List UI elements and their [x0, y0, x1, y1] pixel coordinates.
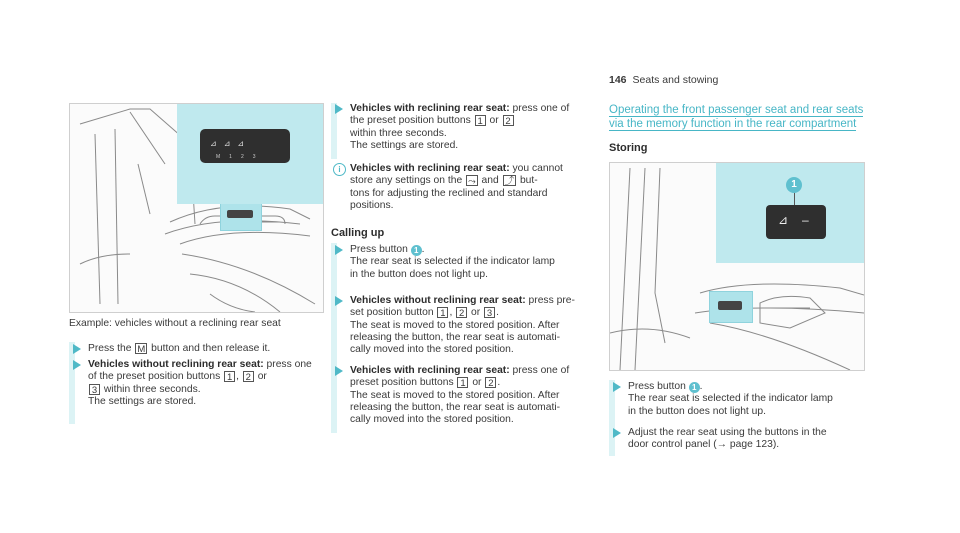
- step-text: within three seconds.: [350, 127, 447, 139]
- note-text: and: [478, 175, 502, 187]
- door-panel-figure: [69, 103, 324, 313]
- step-condition: Vehicles without reclining rear seat:: [88, 359, 264, 370]
- storing-figure: [609, 162, 865, 371]
- info-icon: i: [333, 163, 346, 176]
- step-text: preset position buttons: [350, 377, 457, 389]
- step-bullet: [335, 104, 343, 114]
- step-text: press one: [263, 359, 312, 370]
- left-strip: [69, 342, 75, 424]
- middle-step-4: Vehicles with reclining rear seat: press one of preset position buttons 1 or 2 . The seat is moved to the stored position. After releasing the button, the rear seat is automati- cally moved into the stored position.: [350, 365, 570, 426]
- step-text: or: [468, 307, 484, 319]
- preset-key-2: 2: [485, 377, 496, 388]
- step-text: The rear seat is selected if the indicator lamp: [350, 256, 555, 268]
- note-text: but-: [517, 175, 538, 187]
- step-condition: Vehicles with reclining rear seat:: [350, 103, 510, 114]
- memory-button-cluster: [227, 210, 253, 218]
- seat-icon: ⊿: [778, 213, 789, 227]
- note-text: you cannot: [509, 163, 563, 174]
- step-text: press one of: [509, 103, 570, 114]
- middle-step-2: [350, 244, 555, 281]
- note-text: positions.: [350, 199, 394, 211]
- step-text: in the button does not light up.: [350, 268, 488, 280]
- step-text: button and then release it.: [148, 343, 271, 354]
- note-condition: Vehicles with reclining rear seat:: [350, 163, 510, 174]
- title-line-1: Operating the front passenger seat and rear seats: [609, 104, 864, 116]
- preset-key-2: 2: [243, 371, 254, 382]
- note-text: store any settings on the: [350, 175, 466, 187]
- title-line-2: via the memory function in the rear compartment: [609, 118, 857, 130]
- section-name: Seats and stowing: [632, 74, 719, 86]
- fig-callout-1: 1: [786, 177, 802, 193]
- preset-key-1: 1: [475, 115, 486, 126]
- callout-1: 1: [689, 382, 700, 393]
- middle-step-3: Vehicles without reclining rear seat: press pre- set position button 1 , 2 or 3 . The seat is moved to the stored position. After releasing the button, the rear seat is automati- cally moved into the stored position.: [350, 295, 575, 356]
- step-text: Press the: [88, 343, 135, 354]
- left-step-1: [88, 343, 270, 355]
- step-bullet: [613, 382, 621, 392]
- step-text: The seat is moved to the stored position. After: [350, 389, 560, 401]
- step-bullet: [335, 296, 343, 306]
- step-bullet: [335, 366, 343, 376]
- step-text: within three seconds.: [101, 383, 201, 395]
- minus-icon: –: [802, 213, 809, 227]
- step-bullet: [613, 428, 621, 438]
- step-text: of the preset position buttons: [88, 371, 224, 383]
- zoom-memory-buttons: [200, 129, 290, 163]
- preset-key-1: 1: [437, 307, 448, 318]
- step-text: The settings are stored.: [350, 139, 459, 151]
- figure-caption: Example: vehicles without a reclining rear seat: [69, 318, 281, 329]
- right-step-1: [628, 381, 833, 418]
- note-text: tons for adjusting the reclined and standard: [350, 187, 548, 199]
- preset-key-1: 1: [457, 377, 468, 388]
- step-text: Press button: [350, 244, 411, 255]
- preset-key-3: 3: [484, 307, 495, 318]
- step-text: The rear seat is selected if the indicator lamp: [628, 393, 833, 405]
- step-text: .: [421, 244, 425, 255]
- step-text: releasing the button, the rear seat is automati-: [350, 401, 561, 413]
- step-text: cally moved into the stored position.: [350, 414, 514, 426]
- button-on-door: [718, 301, 742, 310]
- step-text: or: [254, 371, 267, 383]
- page-ref-arrow: →: [716, 439, 728, 451]
- upright-key-icon: ⤴: [504, 176, 515, 188]
- step-text: The seat is moved to the stored position. After: [350, 319, 560, 331]
- page-reference-link[interactable]: page 123).: [727, 439, 780, 451]
- step-text: cally moved into the stored position.: [350, 344, 514, 356]
- chapter-title: [609, 103, 863, 131]
- memory-key: M: [137, 344, 146, 355]
- step-text: set position button: [350, 307, 437, 319]
- step-bullet: [73, 360, 81, 370]
- step-text: the preset position buttons: [350, 115, 474, 127]
- page-header: [609, 74, 718, 86]
- memory-button-labels: M123: [216, 154, 265, 160]
- zoom-button-pad: [766, 205, 826, 239]
- step-text: press one of: [509, 365, 570, 376]
- preset-key-1: 1: [224, 371, 235, 382]
- step-text: .: [699, 381, 703, 392]
- page-number: 146: [609, 74, 627, 86]
- preset-key-2: 2: [503, 115, 514, 126]
- step-text: Adjust the rear seat using the buttons in the: [628, 427, 827, 438]
- section-calling-up: Calling up: [331, 227, 385, 239]
- right-step-2: [628, 427, 827, 452]
- step-text: or: [486, 115, 502, 127]
- middle-note: [350, 163, 563, 212]
- step-text: in the button does not light up.: [628, 405, 766, 417]
- step-text: The settings are stored.: [88, 395, 197, 407]
- left-step-2: Vehicles without reclining rear seat: press one of the preset position buttons 1 , 2 or 3 within three seconds. The settings are stored.: [88, 359, 312, 407]
- step-bullet: [335, 245, 343, 255]
- step-bullet: [73, 344, 81, 354]
- preset-key-2: 2: [456, 307, 467, 318]
- step-condition: Vehicles without reclining rear seat:: [350, 295, 526, 306]
- step-text: or: [469, 377, 485, 389]
- step-text: releasing the button, the rear seat is automati-: [350, 331, 561, 343]
- callout-1: 1: [411, 245, 422, 256]
- middle-step-1: [350, 103, 569, 152]
- middle-strip-2: [331, 243, 337, 433]
- step-text: press pre-: [525, 295, 575, 306]
- preset-key-3: 3: [89, 384, 100, 395]
- step-condition: Vehicles with reclining rear seat:: [350, 365, 510, 376]
- recline-key-icon: ⤳: [468, 176, 476, 188]
- step-text: Press button: [628, 381, 689, 392]
- memory-button-icons: ⊿⊿⊿: [210, 139, 252, 148]
- step-text: door control panel (: [628, 439, 717, 451]
- section-storing: Storing: [609, 142, 648, 154]
